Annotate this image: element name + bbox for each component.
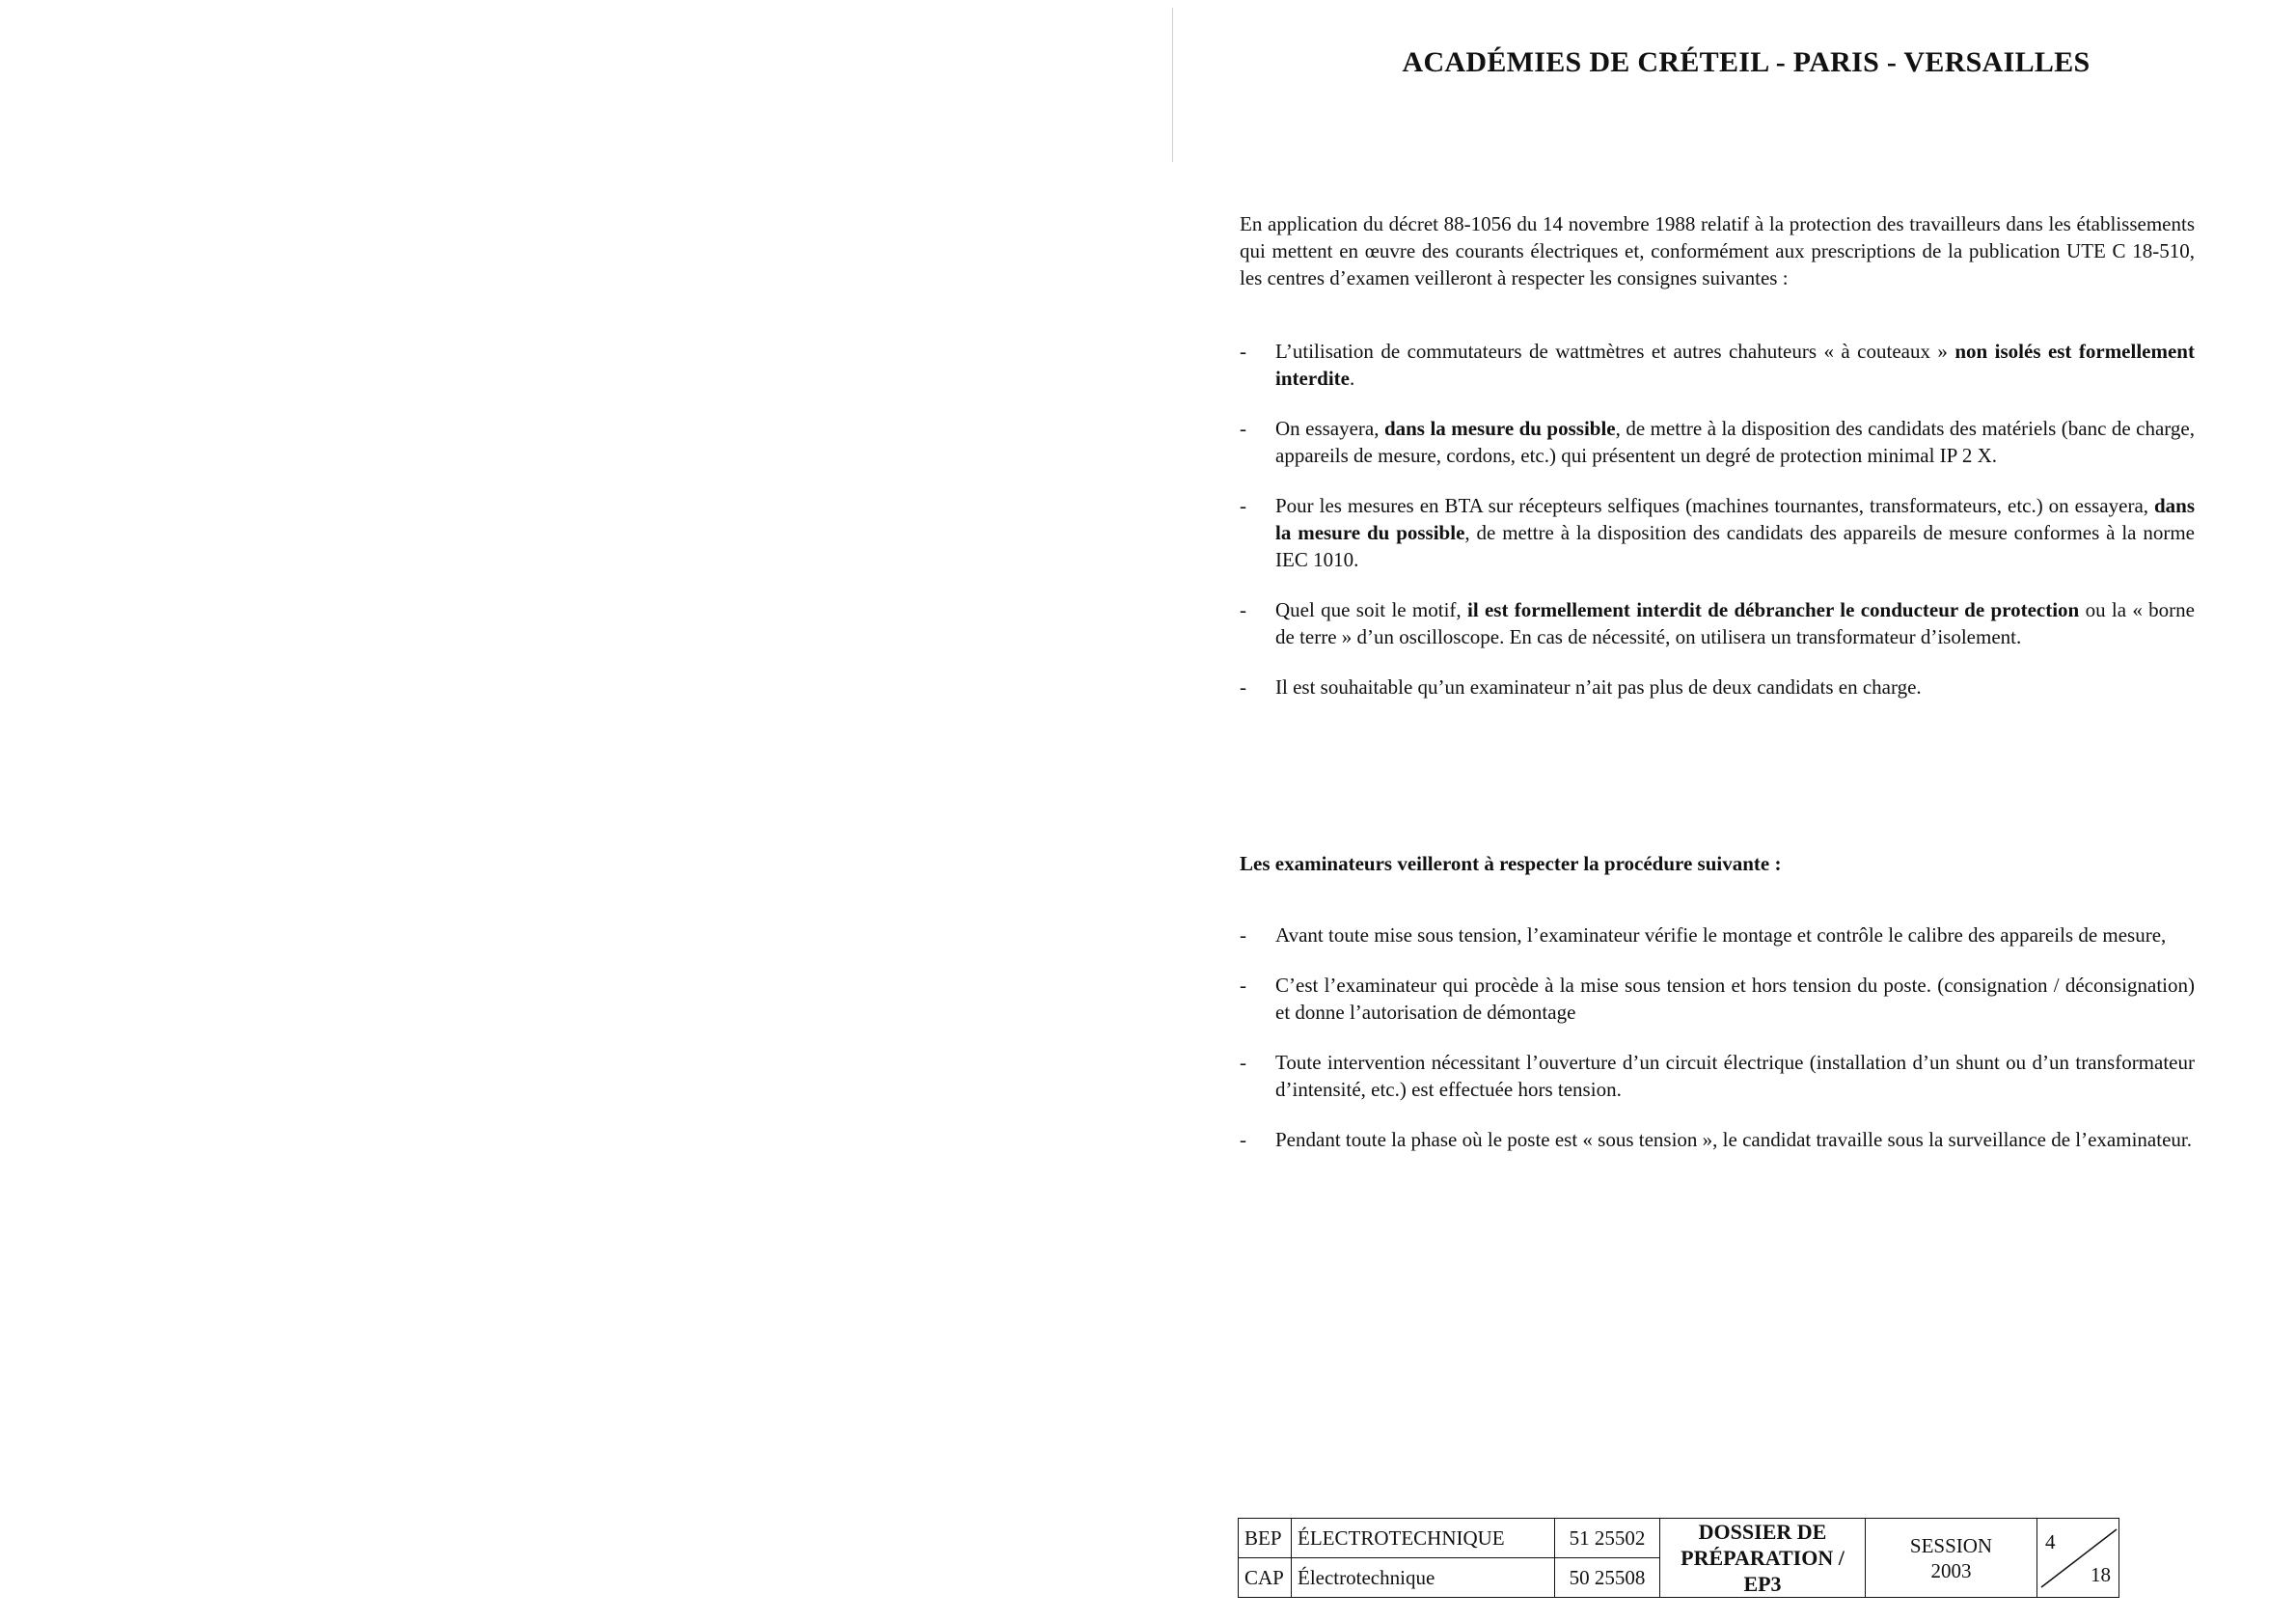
list-item bbox=[1240, 673, 2195, 701]
session-label: SESSION bbox=[1909, 1533, 1993, 1557]
list-bullet: - bbox=[1240, 494, 1246, 517]
exam-label-cell: ÉLECTROTECHNIQUE bbox=[1292, 1519, 1555, 1558]
rule-text-end: ou la « borne de terre » d’un oscilloscope. En cas de nécessité, on utilisera un transformateur d’isolement. bbox=[1275, 598, 2195, 648]
list-item bbox=[1240, 1126, 2195, 1153]
dossier-cell bbox=[1660, 1519, 1866, 1598]
procedure-text: Avant toute mise sous tension, l’examinateur vérifie le montage et contrôle le calibre des appareils de mesure, bbox=[1275, 923, 2167, 947]
safety-rules-list bbox=[1240, 338, 2195, 724]
list-bullet: - bbox=[1240, 974, 1246, 997]
page-current: 4 bbox=[2045, 1529, 2056, 1553]
exam-number-cell: 51 25502 bbox=[1555, 1519, 1660, 1558]
list-bullet: - bbox=[1240, 340, 1246, 363]
rule-emphasis: il est formellement interdit de débrancher le conducteur de protection bbox=[1466, 598, 2080, 621]
page-fold-line bbox=[1172, 8, 1173, 162]
rule-text: Il est souhaitable qu’un examinateur n’ait pas plus de deux candidats en charge. bbox=[1275, 675, 1922, 699]
dossier-line-1: DOSSIER DE bbox=[1698, 1520, 1827, 1544]
list-bullet: - bbox=[1240, 598, 1246, 621]
intro-paragraph: En application du décret 88-1056 du 14 novembre 1988 relatif à la protection des travailleurs dans les établissements qui mettent en œuvre des courants électriques et, conformément aux prescriptions de la publication UTE C 18-510, les centres d’examen veilleront à respecter les consignes suivantes : bbox=[1240, 212, 2195, 289]
rule-text: Pour les mesures en BTA sur récepteurs selfiques (machines tournantes, transformateurs, etc.) on essayera, bbox=[1275, 494, 2154, 517]
procedure-text: Pendant toute la phase où le poste est « sous tension », le candidat travaille sous la surveillance de l’examinateur. bbox=[1275, 1128, 2192, 1151]
rule-emphasis: dans la mesure du possible bbox=[1383, 417, 1616, 440]
page-title: ACADÉMIES DE CRÉTEIL - PARIS - VERSAILLES bbox=[1402, 46, 2091, 78]
list-item bbox=[1240, 972, 2195, 1026]
rule-emphasis: non isolés est formellement interdite bbox=[1275, 340, 2195, 390]
footer-cartouche bbox=[1238, 1518, 2119, 1598]
session-year: 2003 bbox=[1930, 1558, 1972, 1582]
procedure-list bbox=[1240, 921, 2195, 1176]
list-bullet: - bbox=[1240, 1128, 1246, 1151]
rule-text: On essayera, bbox=[1275, 417, 1384, 440]
rule-emphasis: dans la mesure du possible bbox=[1275, 494, 2195, 544]
list-item bbox=[1240, 1049, 2195, 1103]
dossier-line-2: PRÉPARATION / EP3 bbox=[1681, 1546, 1845, 1596]
list-bullet: - bbox=[1240, 417, 1246, 440]
procedure-heading: Les examinateurs veilleront à respecter la procédure suivante : bbox=[1240, 852, 1782, 875]
page-total: 18 bbox=[2091, 1562, 2111, 1586]
page-counter bbox=[2037, 1527, 2118, 1589]
rule-text-end: , de mettre à la disposition des candidats des matériels (banc de charge, appareils de mesure, cordons, etc.) qui présentent un degré de protection minimal IP 2 X. bbox=[1275, 417, 2195, 467]
rule-text-end: , de mettre à la disposition des candidats des appareils de mesure conformes à la norme IEC 1010. bbox=[1275, 521, 2195, 571]
rule-text-end: . bbox=[1349, 367, 1355, 390]
rule-text: Quel que soit le motif, bbox=[1275, 598, 1467, 621]
procedure-text: C’est l’examinateur qui procède à la mise sous tension et hors tension du poste. (consignation / déconsignation) et donne l’autorisation de démontage bbox=[1275, 974, 2195, 1024]
session-cell bbox=[1866, 1519, 2037, 1598]
list-item bbox=[1240, 415, 2195, 469]
list-item bbox=[1240, 921, 2195, 948]
list-bullet: - bbox=[1240, 1051, 1246, 1074]
list-item bbox=[1240, 338, 2195, 392]
procedure-text: Toute intervention nécessitant l’ouverture d’un circuit électrique (installation d’un shunt ou d’un transformateur d’intensité, etc.) est effectuée hors tension. bbox=[1275, 1051, 2195, 1101]
list-bullet: - bbox=[1240, 923, 1246, 947]
document-page bbox=[1240, 0, 2204, 1621]
exam-code-cell: BEP bbox=[1239, 1519, 1292, 1558]
exam-number-cell: 50 25508 bbox=[1555, 1558, 1660, 1598]
exam-label-cell: Électrotechnique bbox=[1292, 1558, 1555, 1598]
list-bullet: - bbox=[1240, 675, 1246, 699]
rule-text: L’utilisation de commutateurs de wattmètres et autres chahuteurs « à couteaux » bbox=[1275, 340, 1955, 363]
list-item bbox=[1240, 492, 2195, 573]
page-number-cell bbox=[2037, 1519, 2119, 1598]
exam-code-cell: CAP bbox=[1239, 1558, 1292, 1598]
list-item bbox=[1240, 596, 2195, 650]
table-row bbox=[1239, 1519, 2119, 1558]
